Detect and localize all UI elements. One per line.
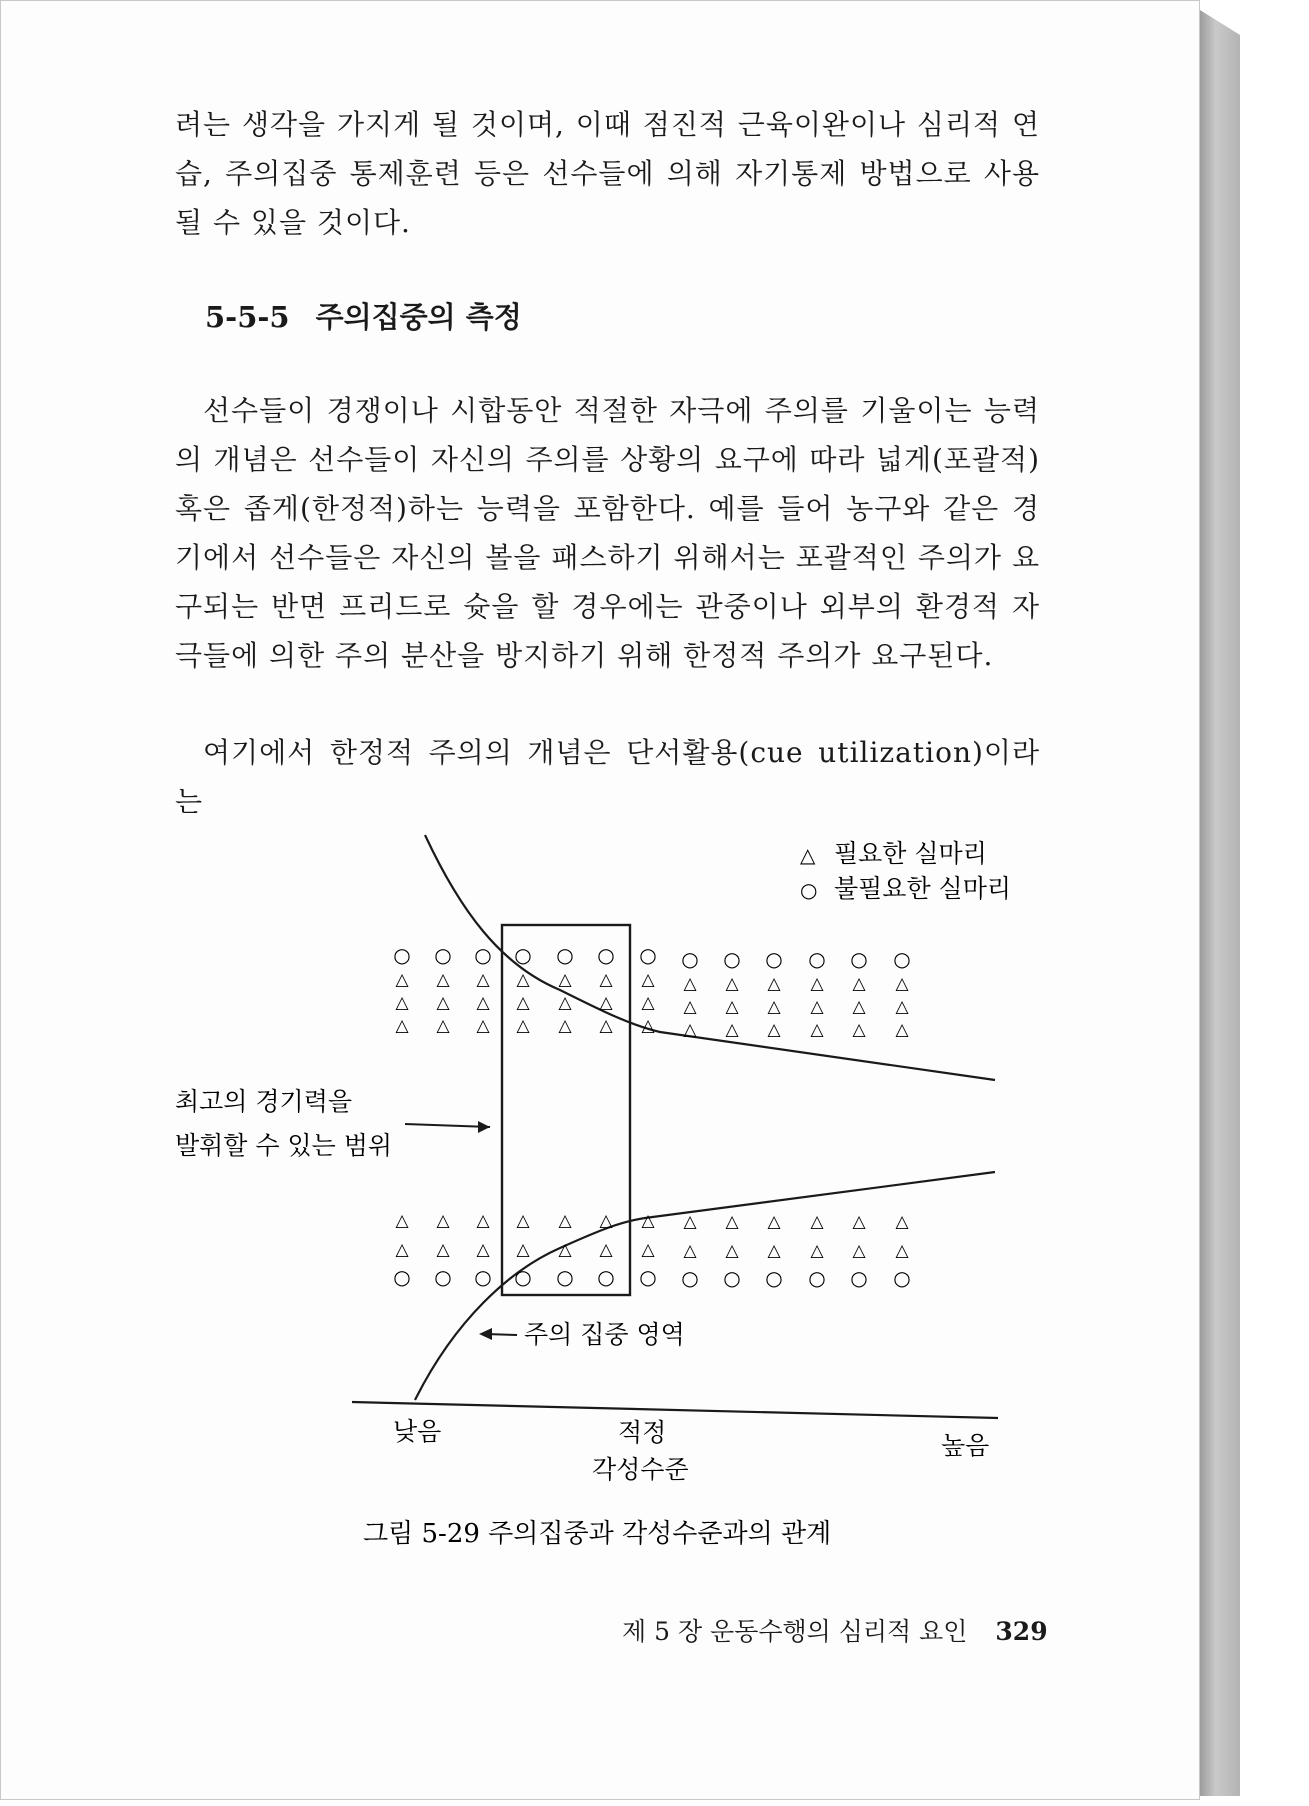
arousal-axis [352,1402,998,1418]
needed-cue-triangle-icon: △ [725,1020,739,1040]
legend-triangle-icon: △ [800,843,816,867]
unneeded-cue-circle-icon: ○ [556,943,574,967]
needed-cue-triangle-icon: △ [683,1212,697,1232]
unneeded-cue-circle-icon: ○ [850,947,868,971]
needed-cue-triangle-icon: △ [476,1016,490,1036]
needed-cue-triangle-icon: △ [558,1240,572,1260]
needed-cue-triangle-icon: △ [683,974,697,994]
needed-cue-triangle-icon: △ [810,1241,824,1261]
needed-cue-triangle-icon: △ [767,1212,781,1232]
paragraph-2: 선수들이 경쟁이나 시합동안 적절한 자극에 주의를 기울이는 능력의 개념은 선수들이 자신의 주의를 상황의 요구에 따라 넓게(포괄적) 혹은 좁게(한정적)하는 능력을 포함한다. 예를 들어 농구와 같은 경기에서 선수들은 자신의 볼을 패스하기 위해서는 포괄적인 주의가 요구되는 반면 프리드로 슛을 할 경우에는 관중이나 외부의 환경적 자극들에 의한 주의 분산을 방지하기 위해 한정적 주의가 요구된다. [175,394,1040,672]
needed-cue-triangle-icon: △ [810,974,824,994]
needed-cue-triangle-icon: △ [516,993,530,1013]
unneeded-cue-circle-icon: ○ [639,943,657,967]
attention-zone-label: 주의 집중 영역 [524,1320,685,1349]
needed-cue-triangle-icon: △ [476,1240,490,1260]
unneeded-cue-circle-icon: ○ [556,1265,574,1289]
section-number: 5-5-5 [205,300,290,334]
unneeded-cue-circle-icon: ○ [681,947,699,971]
needed-cue-triangle-icon: △ [599,993,613,1013]
needed-cue-triangle-icon: △ [852,974,866,994]
unneeded-cue-circle-icon: ○ [893,1266,911,1290]
unneeded-cue-circle-icon: ○ [808,947,826,971]
needed-cue-triangle-icon: △ [683,1020,697,1040]
needed-cue-triangle-icon: △ [767,974,781,994]
needed-cue-triangle-icon: △ [852,1241,866,1261]
unneeded-cue-circle-icon: ○ [434,943,452,967]
needed-cue-triangle-icon: △ [895,1212,909,1232]
needed-cue-triangle-icon: △ [476,993,490,1013]
unneeded-cue-circle-icon: ○ [474,1265,492,1289]
unneeded-cue-circle-icon: ○ [434,1265,452,1289]
unneeded-cue-circle-icon: ○ [723,1266,741,1290]
needed-cue-triangle-icon: △ [767,1241,781,1261]
needed-cue-triangle-icon: △ [558,1211,572,1231]
needed-cue-triangle-icon: △ [810,1020,824,1040]
axis-optimal-label: 적정 [618,1418,667,1447]
needed-cue-triangle-icon: △ [395,993,409,1013]
page-edge-shadow [1200,10,1240,1796]
needed-cue-triangle-icon: △ [476,1211,490,1231]
unneeded-cue-circle-icon: ○ [597,943,615,967]
unneeded-cue-circle-icon: ○ [639,1265,657,1289]
unneeded-cue-circle-icon: ○ [893,947,911,971]
unneeded-cue-circle-icon: ○ [474,943,492,967]
legend-needed-label: 필요한 실마리 [834,839,987,868]
page-footer [612,1612,1048,1648]
needed-cue-triangle-icon: △ [895,1020,909,1040]
needed-cue-triangle-icon: △ [810,997,824,1017]
unneeded-cue-circle-icon: ○ [765,947,783,971]
needed-cue-triangle-icon: △ [683,997,697,1017]
peak-performance-label-line2: 발휘할 수 있는 범위 [175,1131,393,1160]
needed-cue-triangle-icon: △ [599,1240,613,1260]
needed-cue-triangle-icon: △ [436,1016,450,1036]
axis-title: 각성수준 [592,1455,689,1484]
unneeded-cue-circle-icon: ○ [514,1265,532,1289]
needed-cue-triangle-icon: △ [516,1240,530,1260]
needed-cue-triangle-icon: △ [395,1240,409,1260]
needed-cue-triangle-icon: △ [395,970,409,990]
needed-cue-triangle-icon: △ [895,974,909,994]
unneeded-cue-circle-icon: ○ [597,1265,615,1289]
needed-cue-triangle-icon: △ [641,1016,655,1036]
needed-cue-triangle-icon: △ [558,970,572,990]
needed-cue-triangle-icon: △ [683,1241,697,1261]
needed-cue-triangle-icon: △ [641,970,655,990]
needed-cue-triangle-icon: △ [436,970,450,990]
unneeded-cue-circle-icon: ○ [681,1266,699,1290]
axis-high-label: 높음 [941,1431,990,1460]
needed-cue-triangle-icon: △ [641,993,655,1013]
needed-cue-triangle-icon: △ [852,1212,866,1232]
needed-cue-triangle-icon: △ [558,993,572,1013]
needed-cue-triangle-icon: △ [725,1212,739,1232]
needed-cue-triangle-icon: △ [436,993,450,1013]
zone-arrow-head-icon [479,1328,492,1340]
unneeded-cue-circle-icon: ○ [808,1266,826,1290]
needed-cue-triangle-icon: △ [852,1020,866,1040]
needed-cue-triangle-icon: △ [476,970,490,990]
unneeded-cue-circle-icon: ○ [393,1265,411,1289]
needed-cue-triangle-icon: △ [810,1212,824,1232]
needed-cue-triangle-icon: △ [725,997,739,1017]
footer-page-number: 329 [995,1617,1048,1646]
peak-arrow-head-icon [478,1121,490,1133]
needed-cue-triangle-icon: △ [516,1211,530,1231]
legend-unneeded-label: 불필요한 실마리 [834,874,1011,903]
peak-arrow-line [405,1124,490,1127]
footer-chapter: 제 5 장 운동수행의 심리적 요인 [622,1617,968,1646]
cue-symbol-grid [393,943,910,1290]
needed-cue-triangle-icon: △ [852,997,866,1017]
needed-cue-triangle-icon: △ [895,997,909,1017]
paragraph-3: 여기에서 한정적 주의의 개념은 단서활용(cue utilization)이라는 [175,736,1040,818]
figure-caption: 그림 5-29 주의집중과 각성수준과의 관계 [363,1519,832,1549]
needed-cue-triangle-icon: △ [395,1016,409,1036]
needed-cue-triangle-icon: △ [725,974,739,994]
unneeded-cue-circle-icon: ○ [393,943,411,967]
needed-cue-triangle-icon: △ [436,1211,450,1231]
unneeded-cue-circle-icon: ○ [723,947,741,971]
needed-cue-triangle-icon: △ [558,1016,572,1036]
unneeded-cue-circle-icon: ○ [850,1266,868,1290]
section-title: 주의집중의 측정 [315,300,522,334]
needed-cue-triangle-icon: △ [599,1016,613,1036]
needed-cue-triangle-icon: △ [599,1211,613,1231]
needed-cue-triangle-icon: △ [767,1020,781,1040]
needed-cue-triangle-icon: △ [641,1240,655,1260]
needed-cue-triangle-icon: △ [895,1241,909,1261]
unneeded-cue-circle-icon: ○ [514,943,532,967]
needed-cue-triangle-icon: △ [436,1240,450,1260]
needed-cue-triangle-icon: △ [395,1211,409,1231]
unneeded-cue-circle-icon: ○ [765,1266,783,1290]
needed-cue-triangle-icon: △ [641,1211,655,1231]
needed-cue-triangle-icon: △ [516,970,530,990]
axis-low-label: 낮음 [393,1417,442,1446]
needed-cue-triangle-icon: △ [725,1241,739,1261]
paragraph-1: 려는 생각을 가지게 될 것이며, 이때 점진적 근육이완이나 심리적 연습, 주의집중 통제훈련 등은 선수들에 의해 자기통제 방법으로 사용될 수 있을 것이다. [175,108,1040,239]
legend-circle-icon: ○ [800,878,818,902]
needed-cue-triangle-icon: △ [516,1016,530,1036]
needed-cue-triangle-icon: △ [767,997,781,1017]
peak-performance-label-line1: 최고의 경기력을 [175,1087,352,1116]
needed-cue-triangle-icon: △ [599,970,613,990]
